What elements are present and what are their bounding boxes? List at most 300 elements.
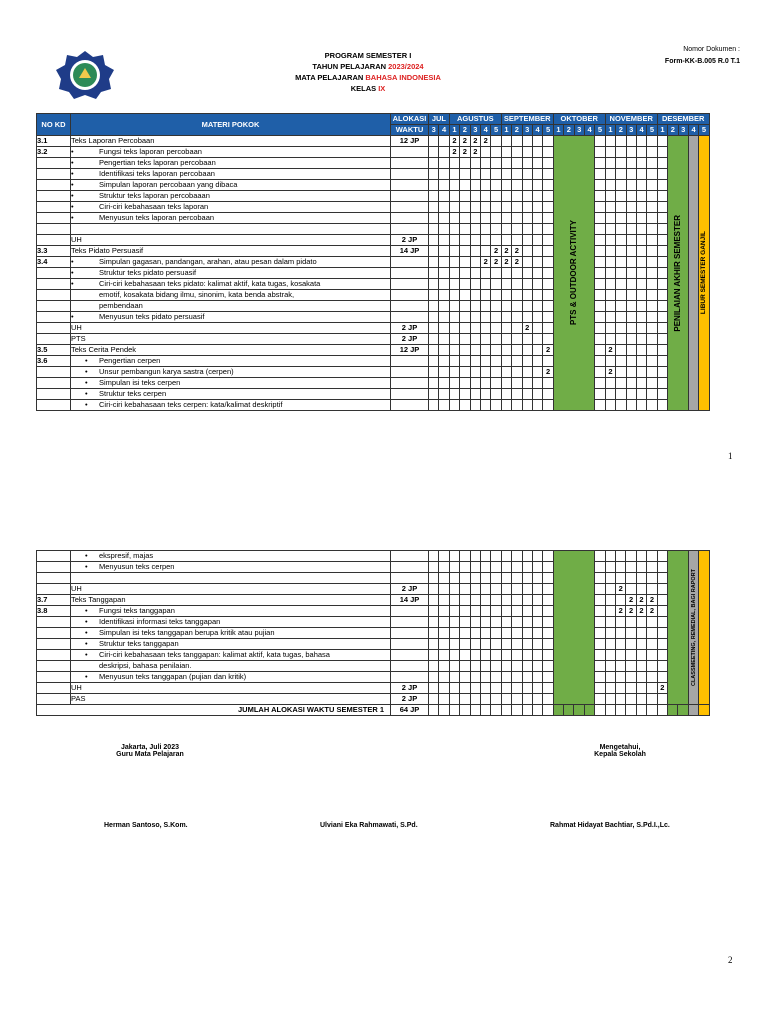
week-cell xyxy=(616,345,626,356)
week-cell xyxy=(460,672,470,683)
week-cell xyxy=(429,213,439,224)
week-cell xyxy=(657,573,667,584)
header-week: 1 xyxy=(449,125,459,136)
table-row xyxy=(37,268,710,279)
week-cell xyxy=(460,224,470,235)
week-cell xyxy=(605,551,615,562)
week-cell xyxy=(460,400,470,411)
bullet: • xyxy=(71,213,74,222)
materi-text: Teks Tanggapan xyxy=(71,595,126,604)
bullet: • xyxy=(85,378,88,387)
week-cell xyxy=(636,400,646,411)
week-cell xyxy=(501,279,511,290)
table-row xyxy=(37,301,710,312)
week-cell xyxy=(657,235,667,246)
week-cell xyxy=(480,191,490,202)
week-cell xyxy=(439,661,449,672)
week-cell xyxy=(491,367,501,378)
alokasi-waktu: 2 JP xyxy=(391,694,429,705)
materi-cell xyxy=(71,661,391,672)
week-cell xyxy=(595,257,605,268)
week-cell xyxy=(616,279,626,290)
week-cell: 2 xyxy=(491,246,501,257)
week-cell xyxy=(491,323,501,334)
week-cell xyxy=(470,551,480,562)
week-cell xyxy=(532,279,542,290)
subject: MATA PELAJARAN BAHASA INDONESIA xyxy=(295,73,441,82)
bullet: • xyxy=(85,672,88,681)
week-cell xyxy=(480,595,490,606)
materi-cell xyxy=(71,584,391,595)
week-cell xyxy=(449,389,459,400)
week-cell xyxy=(595,180,605,191)
week-cell xyxy=(470,378,480,389)
week-cell xyxy=(532,367,542,378)
week-cell xyxy=(647,147,657,158)
week-cell xyxy=(616,573,626,584)
week-cell xyxy=(491,169,501,180)
week-cell xyxy=(636,136,646,147)
week-cell xyxy=(491,378,501,389)
week-cell xyxy=(480,224,490,235)
table-row xyxy=(37,639,710,650)
week-cell xyxy=(595,356,605,367)
week-cell xyxy=(460,268,470,279)
week-cell xyxy=(595,367,605,378)
week-cell: 2 xyxy=(605,367,615,378)
week-cell xyxy=(460,169,470,180)
week-cell xyxy=(616,694,626,705)
week-cell xyxy=(657,389,667,400)
week-cell xyxy=(616,650,626,661)
materi-text: Menyusun teks cerpen xyxy=(99,562,175,571)
week-cell xyxy=(491,180,501,191)
week-cell xyxy=(522,639,532,650)
week-cell xyxy=(543,573,553,584)
materi-cell xyxy=(71,672,391,683)
table-row xyxy=(37,378,710,389)
week-cell xyxy=(460,356,470,367)
week-cell xyxy=(470,312,480,323)
week-cell xyxy=(480,562,490,573)
kd-number xyxy=(37,650,71,661)
bullet: • xyxy=(71,312,74,321)
week-cell xyxy=(501,191,511,202)
week-cell xyxy=(512,573,522,584)
week-cell xyxy=(480,650,490,661)
week-cell xyxy=(543,650,553,661)
kd-number xyxy=(37,367,71,378)
week-cell xyxy=(657,257,667,268)
week-cell xyxy=(470,389,480,400)
table-row xyxy=(37,290,710,301)
alokasi-waktu xyxy=(391,551,429,562)
header-week: 1 xyxy=(553,125,563,136)
week-cell xyxy=(647,312,657,323)
materi-cell xyxy=(71,246,391,257)
week-cell xyxy=(657,672,667,683)
header-week: 2 xyxy=(512,125,522,136)
week-cell xyxy=(657,323,667,334)
week-cell xyxy=(636,224,646,235)
week-cell xyxy=(605,639,615,650)
materi-text: Struktur teks tanggapan xyxy=(99,639,179,648)
week-cell xyxy=(429,334,439,345)
week-cell xyxy=(647,617,657,628)
week-cell xyxy=(647,323,657,334)
table-row xyxy=(37,334,710,345)
materi-text: UH xyxy=(71,323,82,332)
week-cell xyxy=(636,378,646,389)
alokasi-waktu xyxy=(391,562,429,573)
materi-text: Ciri-ciri kebahasaan teks laporan xyxy=(99,202,209,211)
week-cell xyxy=(480,180,490,191)
kd-number xyxy=(37,400,71,411)
week-cell xyxy=(543,334,553,345)
week-cell xyxy=(595,147,605,158)
week-cell xyxy=(657,191,667,202)
week-cell xyxy=(429,235,439,246)
alokasi-waktu xyxy=(391,356,429,367)
materi-text: Simpulan isi teks tanggapan berupa kritik atau pujian xyxy=(99,628,275,637)
week-cell xyxy=(616,257,626,268)
header-week: 3 xyxy=(522,125,532,136)
week-cell xyxy=(439,367,449,378)
week-cell xyxy=(626,562,636,573)
materi-text: Menyusun teks pidato persuasif xyxy=(99,312,205,321)
week-cell xyxy=(439,202,449,213)
week-cell xyxy=(522,573,532,584)
week-cell xyxy=(491,290,501,301)
week-cell xyxy=(605,158,615,169)
kd-number xyxy=(37,562,71,573)
week-cell xyxy=(491,694,501,705)
week-cell xyxy=(429,672,439,683)
week-cell xyxy=(605,389,615,400)
week-cell xyxy=(626,683,636,694)
kd-number: 3.2 xyxy=(37,147,71,158)
week-cell xyxy=(647,235,657,246)
materi-text: Fungsi teks tanggapan xyxy=(99,606,175,615)
week-cell xyxy=(543,268,553,279)
week-cell xyxy=(439,573,449,584)
week-cell xyxy=(595,136,605,147)
bullet: • xyxy=(85,551,88,560)
week-cell xyxy=(460,246,470,257)
header-week: 4 xyxy=(584,125,594,136)
week-cell xyxy=(626,147,636,158)
materi-text: Simpulan isi teks cerpen xyxy=(99,378,181,387)
week-cell xyxy=(460,301,470,312)
week-cell xyxy=(647,694,657,705)
week-cell xyxy=(657,180,667,191)
week-cell xyxy=(460,389,470,400)
week-cell xyxy=(636,202,646,213)
week-cell xyxy=(470,279,480,290)
week-cell xyxy=(449,290,459,301)
week-cell xyxy=(439,158,449,169)
header-week: 4 xyxy=(688,125,698,136)
week-cell xyxy=(512,301,522,312)
week-cell xyxy=(429,562,439,573)
week-cell: 2 xyxy=(647,606,657,617)
week-cell xyxy=(470,606,480,617)
materi-text: pembendaan xyxy=(99,301,143,310)
bullet: • xyxy=(85,356,88,365)
week-cell xyxy=(626,235,636,246)
table-row xyxy=(37,661,710,672)
week-cell xyxy=(460,378,470,389)
class-block xyxy=(688,551,698,705)
materi-cell xyxy=(71,235,391,246)
week-cell xyxy=(543,683,553,694)
week-cell xyxy=(449,323,459,334)
week-cell xyxy=(491,389,501,400)
materi-text: Simpulan laporan percobaan yang dibaca xyxy=(99,180,238,189)
week-cell xyxy=(491,650,501,661)
week-cell xyxy=(470,672,480,683)
week-cell xyxy=(470,169,480,180)
materi-cell xyxy=(71,301,391,312)
materi-cell xyxy=(71,400,391,411)
week-cell xyxy=(429,705,439,716)
week-cell xyxy=(460,683,470,694)
week-cell xyxy=(543,606,553,617)
week-cell xyxy=(532,705,542,716)
kd-number: 3.6 xyxy=(37,356,71,367)
kd-number: 3.3 xyxy=(37,246,71,257)
week-cell xyxy=(657,400,667,411)
materi-text: Identifikasi teks laporan percobaan xyxy=(99,169,215,178)
week-cell xyxy=(491,268,501,279)
week-cell xyxy=(626,650,636,661)
week-cell xyxy=(543,147,553,158)
week-cell xyxy=(449,650,459,661)
week-cell xyxy=(532,584,542,595)
bullet: • xyxy=(85,562,88,571)
week-cell xyxy=(605,246,615,257)
week-cell xyxy=(449,334,459,345)
week-cell xyxy=(460,661,470,672)
week-cell: 2 xyxy=(460,136,470,147)
week-cell xyxy=(532,180,542,191)
bullet: • xyxy=(71,147,74,156)
week-cell xyxy=(657,202,667,213)
class-level: KELAS IX xyxy=(350,84,386,93)
week-cell xyxy=(449,683,459,694)
week-cell xyxy=(470,683,480,694)
week-cell xyxy=(491,147,501,158)
week-cell xyxy=(543,628,553,639)
week-cell xyxy=(657,378,667,389)
week-cell xyxy=(480,705,490,716)
header-waktu: WAKTU xyxy=(391,125,429,136)
week-cell xyxy=(626,551,636,562)
week-cell xyxy=(532,606,542,617)
week-cell xyxy=(512,584,522,595)
week-cell: 2 xyxy=(470,136,480,147)
alokasi-waktu xyxy=(391,617,429,628)
week-cell xyxy=(470,158,480,169)
kd-number xyxy=(37,672,71,683)
week-cell xyxy=(647,257,657,268)
week-cell xyxy=(543,584,553,595)
week-cell xyxy=(636,169,646,180)
kd-number xyxy=(37,323,71,334)
week-cell xyxy=(470,595,480,606)
week-cell xyxy=(657,147,667,158)
libur-block-2 xyxy=(699,551,709,705)
week-cell xyxy=(688,705,698,716)
week-cell xyxy=(616,235,626,246)
week-cell xyxy=(636,345,646,356)
week-cell xyxy=(449,551,459,562)
week-cell xyxy=(616,169,626,180)
alokasi-waktu xyxy=(391,158,429,169)
week-cell xyxy=(429,551,439,562)
alokasi-waktu xyxy=(391,312,429,323)
week-cell: 2 xyxy=(512,257,522,268)
materi-cell xyxy=(71,257,391,268)
week-cell xyxy=(616,136,626,147)
materi-text: Teks Pidato Persuasif xyxy=(71,246,144,255)
week-cell xyxy=(429,345,439,356)
week-cell xyxy=(522,224,532,235)
week-cell: 2 xyxy=(626,606,636,617)
week-cell xyxy=(647,650,657,661)
week-cell xyxy=(460,584,470,595)
week-cell xyxy=(449,213,459,224)
week-cell xyxy=(512,312,522,323)
week-cell xyxy=(501,683,511,694)
week-cell xyxy=(595,606,605,617)
pas-block xyxy=(668,136,689,411)
week-cell xyxy=(616,301,626,312)
table-row xyxy=(37,584,710,595)
week-cell xyxy=(626,389,636,400)
alokasi-waktu: 2 JP xyxy=(391,683,429,694)
materi-text: Menyusun teks tanggapan (pujian dan kritik) xyxy=(99,672,247,681)
table-row xyxy=(37,246,710,257)
week-cell xyxy=(460,367,470,378)
week-cell xyxy=(657,301,667,312)
week-cell xyxy=(522,705,532,716)
week-cell xyxy=(512,334,522,345)
week-cell xyxy=(460,617,470,628)
week-cell xyxy=(636,246,646,257)
week-cell xyxy=(460,158,470,169)
kd-number: 3.1 xyxy=(37,136,71,147)
week-cell xyxy=(460,606,470,617)
week-cell xyxy=(491,628,501,639)
week-cell xyxy=(470,367,480,378)
week-cell xyxy=(595,628,605,639)
table-row xyxy=(37,224,710,235)
bullet: • xyxy=(85,400,88,409)
week-cell xyxy=(449,628,459,639)
week-cell xyxy=(439,551,449,562)
week-cell xyxy=(501,180,511,191)
materi-cell xyxy=(71,323,391,334)
week-cell xyxy=(605,562,615,573)
week-cell xyxy=(429,606,439,617)
week-cell xyxy=(460,235,470,246)
materi-text: Fungsi teks laporan percobaan xyxy=(99,147,202,156)
week-cell xyxy=(616,312,626,323)
week-cell xyxy=(522,268,532,279)
week-cell xyxy=(480,268,490,279)
week-cell xyxy=(439,694,449,705)
week-cell xyxy=(491,705,501,716)
materi-text: PTS xyxy=(71,334,86,343)
week-cell: 2 xyxy=(522,323,532,334)
week-cell xyxy=(636,672,646,683)
table-row xyxy=(37,694,710,705)
week-cell xyxy=(470,573,480,584)
week-cell xyxy=(491,279,501,290)
week-cell xyxy=(429,367,439,378)
week-cell xyxy=(532,323,542,334)
week-cell xyxy=(522,661,532,672)
header-week: 2 xyxy=(668,125,678,136)
materi-cell xyxy=(71,356,391,367)
week-cell xyxy=(439,389,449,400)
table-row xyxy=(37,389,710,400)
week-cell xyxy=(522,169,532,180)
week-cell xyxy=(470,290,480,301)
week-cell xyxy=(439,639,449,650)
kd-number xyxy=(37,334,71,345)
header-week: 5 xyxy=(647,125,657,136)
week-cell xyxy=(429,617,439,628)
materi-cell xyxy=(71,202,391,213)
week-cell: 2 xyxy=(636,606,646,617)
week-cell xyxy=(439,290,449,301)
week-cell xyxy=(636,323,646,334)
week-cell xyxy=(439,356,449,367)
week-cell xyxy=(480,584,490,595)
week-cell xyxy=(636,683,646,694)
week-cell xyxy=(543,378,553,389)
week-cell xyxy=(616,661,626,672)
table-row xyxy=(37,367,710,378)
week-cell: 2 xyxy=(491,257,501,268)
week-cell xyxy=(522,367,532,378)
week-cell xyxy=(470,235,480,246)
pts-block-2 xyxy=(553,551,595,705)
week-cell xyxy=(678,705,688,716)
week-cell xyxy=(616,389,626,400)
week-cell xyxy=(470,584,480,595)
week-cell xyxy=(553,705,563,716)
week-cell xyxy=(501,323,511,334)
week-cell xyxy=(439,323,449,334)
week-cell xyxy=(512,213,522,224)
week-cell xyxy=(460,323,470,334)
week-cell xyxy=(470,191,480,202)
week-cell xyxy=(532,551,542,562)
week-cell xyxy=(605,595,615,606)
week-cell xyxy=(532,158,542,169)
week-cell: 2 xyxy=(543,367,553,378)
week-cell xyxy=(647,136,657,147)
week-cell xyxy=(564,705,574,716)
week-cell xyxy=(657,562,667,573)
week-cell xyxy=(512,158,522,169)
week-cell xyxy=(626,639,636,650)
week-cell xyxy=(605,290,615,301)
week-cell xyxy=(595,639,605,650)
